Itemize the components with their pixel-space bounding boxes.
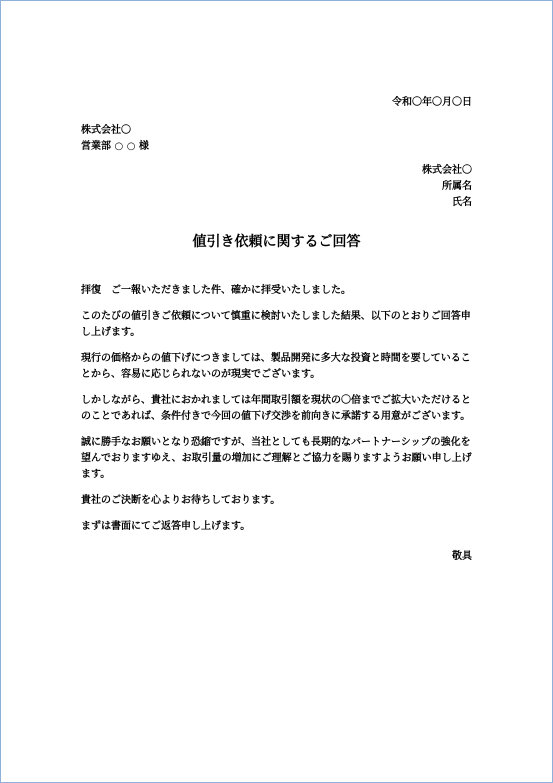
letter-date: 令和〇年〇月〇日 xyxy=(392,97,472,108)
recipient-block xyxy=(81,123,149,155)
body-paragraph: まずは書面にてご返答申し上げます。 xyxy=(81,521,251,532)
body-paragraph: このたびの値引きご依頼について慎重に検討いたしました結果、以下のとおりご回答申し上げます。 xyxy=(81,311,471,338)
body-paragraph: 誠に勝手なお願いとなり恐縮ですが、当社としても長期的なパートナーシップの強化を望んでおりますゆえ、お取引量の増加にご理解とご協力を賜りますようお願い申し上げます。 xyxy=(81,437,472,480)
sender-name: 氏名 xyxy=(452,197,472,208)
body-paragraph: 拝復 ご一報いただきました件、確かに拝受いたしました。 xyxy=(81,285,351,296)
body-paragraph: しかしながら、貴社におかれましては年間取引額を現状の〇倍までご拡大いただけるとのことであれば、条件付きで今回の値下げ交渉を前向きに承諾する用意がございます。 xyxy=(81,395,471,422)
recipient-company: 株式会社〇 xyxy=(81,125,131,136)
closing-remark: 敬具 xyxy=(452,551,472,562)
body-paragraph: 現行の価格からの値下げにつきましては、製品開発に多大な投資と時間を要していることから、容易に応じられないのが現実でございます。 xyxy=(81,353,471,380)
recipient-department: 営業部 ○ ○ 様 xyxy=(81,141,149,152)
letter-body xyxy=(81,283,477,545)
sender-company: 株式会社〇 xyxy=(422,165,472,176)
sender-affiliation: 所属名 xyxy=(442,181,472,192)
letter-title: 値引き依頼に関するご回答 xyxy=(192,234,361,250)
body-paragraph: 貴社のご決断を心よりお待ちしております。 xyxy=(81,495,281,506)
sender-block xyxy=(422,163,472,211)
